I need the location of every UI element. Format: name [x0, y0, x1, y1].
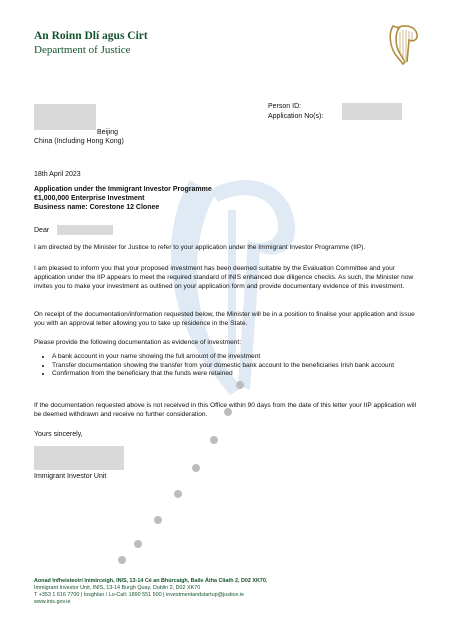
address-country: China (Including Hong Kong): [34, 138, 124, 145]
paragraph-approval: I am pleased to inform you that your proposed investment has been deemed suitable by the Evaluation Committee and your application under the IIP appears to meet the required standard of INIS enhanced due diligence checks. As such, the Minister now invites you to make your investment as outlined on your application form and provide documentary evidence of this investment.: [34, 265, 414, 290]
footer-address-irish: Aonad Infheisteoirí Inimirceigh, INIS, 13-14 Cé an Bhúrcaigh, Baile Átha Cliath 2, D02 XK70.: [34, 578, 268, 584]
footer-contact: T +353 1 616 7700 | Íosghlao / Lo-Call: 1890 551 500 | investmentandstartup@justice.ie: [34, 592, 245, 598]
redacted-reference-numbers: [342, 103, 402, 120]
evidence-item: • Transfer documentation showing the transfer from your domestic bank account to the beneficiaries Irish bank account: [52, 362, 412, 371]
evidence-item: • Confirmation from the beneficiary that the funds were retained: [52, 370, 412, 379]
paragraph-documentation-request: Please provide the following documentation as evidence of investment:: [34, 339, 242, 346]
paragraph-receipt: On receipt of the documentation/information requested below, the Minister will be in a position to finalise your application and issue you with an approval letter allowing you to take up residence in the State.: [34, 311, 415, 327]
salutation: Dear: [34, 227, 50, 234]
evidence-list: [40, 353, 412, 379]
redacted-signature: [34, 446, 124, 470]
address-city: Beijing: [97, 129, 119, 136]
department-name-irish: An Roinn Dlí agus Cirt: [34, 30, 148, 42]
paragraph-deadline: If the documentation requested above is not received in this Office within 90 days from the date of this letter your IIP application will be deemed withdrawn and receive no further consideration.: [34, 402, 417, 418]
redacted-recipient-name-address: [34, 104, 96, 130]
subject-line-1: Application under the Immigrant Investor Programme: [34, 186, 212, 193]
redacted-recipient-name: [57, 225, 113, 235]
subject-line-3: Business name: Corestone 12 Clonee: [34, 204, 160, 211]
signatory-unit: Immigrant Investor Unit: [34, 473, 107, 480]
subject-line-2: €1,000,000 Enterprise Investment: [34, 195, 145, 202]
letter-date: 18th April 2023: [34, 171, 81, 178]
department-name-english: Department of Justice: [34, 44, 131, 56]
harp-emblem-icon: [385, 22, 421, 66]
paragraph-intro: I am directed by the Minister for Justice to refer to your application under the Immigrant Investor Programme (IIP).: [34, 244, 366, 251]
person-id-label: Person ID:: [268, 103, 302, 110]
closing: Yours sincerely,: [34, 431, 83, 438]
evidence-item: • A bank account in your name showing the full amount of the investment: [52, 353, 412, 362]
footer-website: www.inis.gov.ie: [34, 599, 71, 605]
application-no-label: Application No(s):: [268, 113, 324, 120]
footer-address-english: Immigrant Investor Unit, INIS, 13-14 Burgh Quay, Dublin 2, D02 XK70: [34, 585, 201, 591]
